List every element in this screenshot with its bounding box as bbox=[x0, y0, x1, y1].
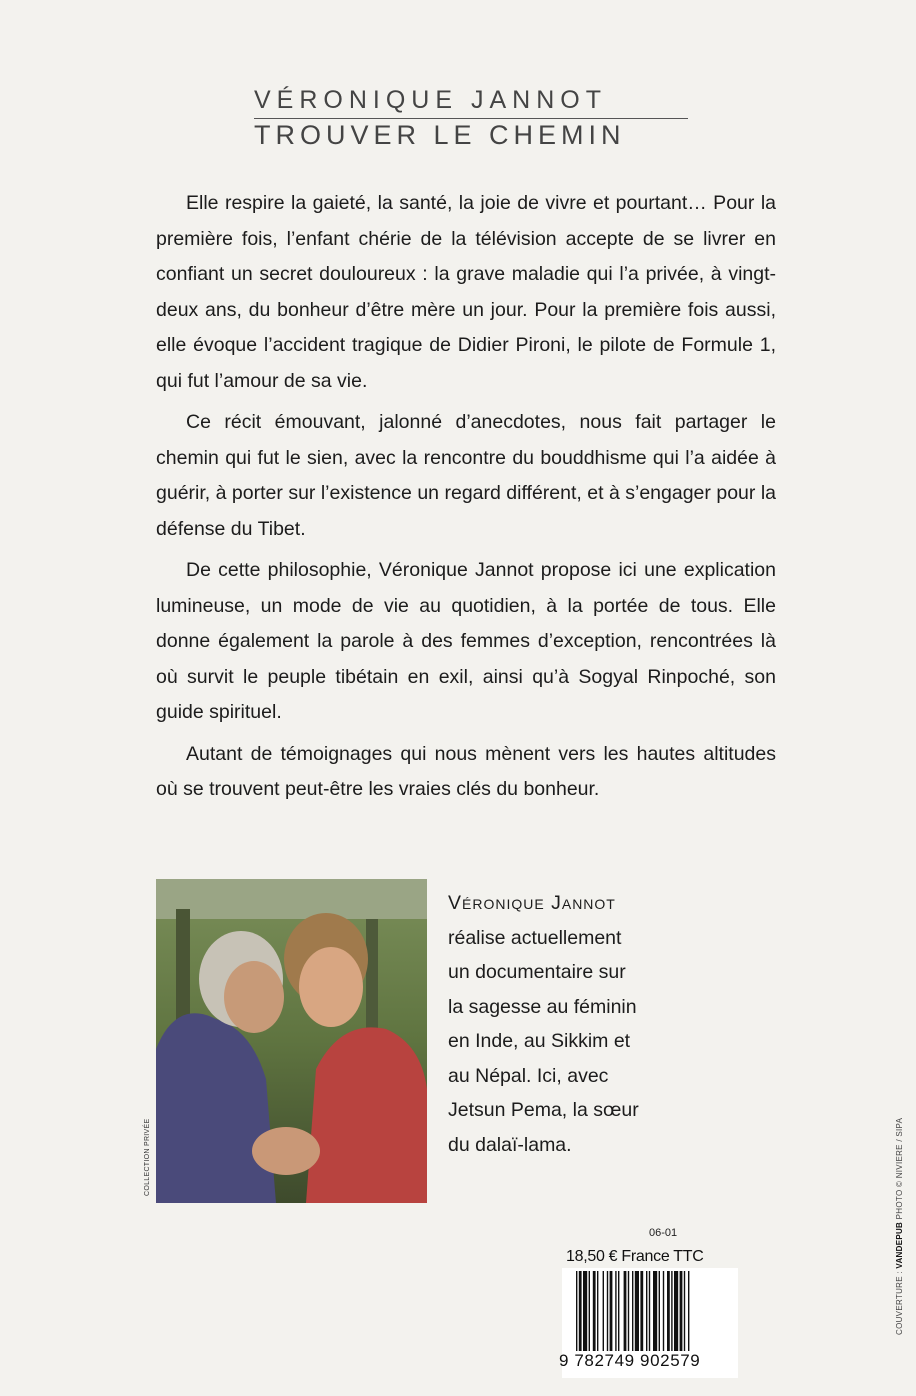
barcode-stripe bbox=[628, 1271, 629, 1351]
blurb-paragraph: De cette philosophie, Véronique Jannot propose ici une explication lumineuse, un mode de vie au quotidien, à la portée de tous. Elle donne également la parole à des femmes d’exception, rencontrées là où survit le peuple tibétain en exil, ainsi qu’à Sogyal Rinpoché, son guide spirituel. bbox=[156, 559, 776, 723]
barcode-stripe bbox=[663, 1271, 664, 1351]
caption-line: la sagesse au féminin bbox=[448, 995, 637, 1018]
caption-line: réalise actuellement bbox=[448, 926, 622, 949]
blurb-paragraph: Ce récit émouvant, jalonné d’anecdotes, nous fait partager le chemin qui fut le sien, avec la rencontre du bouddhisme qui l’a aidée à guérir, à porter sur l’existence un regard différent, et à s’engager pour la défense du Tibet. bbox=[156, 411, 776, 540]
barcode-stripe bbox=[674, 1271, 678, 1351]
caption-line: au Népal. Ici, avec bbox=[448, 1064, 609, 1087]
barcode-stripe bbox=[603, 1271, 604, 1351]
photo-credit: COLLECTION PRIVÉE bbox=[144, 1118, 151, 1196]
cover-credit bbox=[895, 1118, 904, 1335]
barcode-stripe bbox=[593, 1271, 596, 1351]
price-label: 18,50 € France TTC bbox=[566, 1248, 704, 1265]
barcode-stripe bbox=[646, 1271, 647, 1351]
barcode-stripe bbox=[607, 1271, 608, 1351]
barcode-stripe bbox=[610, 1271, 613, 1351]
barcode-stripe bbox=[688, 1271, 689, 1351]
barcode-stripe bbox=[680, 1271, 683, 1351]
barcode-stripe bbox=[684, 1271, 685, 1351]
barcode-stripe bbox=[667, 1271, 670, 1351]
cover-credit-photo: PHOTO © NIVIERE / SIPA bbox=[895, 1117, 904, 1220]
barcode-stripe bbox=[624, 1271, 627, 1351]
caption-author-name: Véronique Jannot bbox=[448, 892, 616, 914]
photo-illustration bbox=[156, 879, 427, 1203]
caption-line: Jetsun Pema, la sœur bbox=[448, 1099, 639, 1121]
barcode-stripe bbox=[653, 1271, 657, 1351]
caption-line: un documentaire sur bbox=[448, 961, 626, 983]
barcode-stripe bbox=[649, 1271, 650, 1351]
cover-credit-brand: VANDEPUB bbox=[895, 1221, 904, 1269]
blurb bbox=[156, 186, 776, 808]
barcode-stripe bbox=[597, 1271, 598, 1351]
author-photo bbox=[156, 879, 427, 1203]
photo-caption bbox=[448, 886, 688, 1162]
barcode-stripe bbox=[576, 1271, 577, 1351]
barcode-stripe bbox=[583, 1271, 587, 1351]
blurb-paragraph: Autant de témoignages qui nous mènent vers les hautes altitudes où se trouvent peut-être les vraies clés du bonheur. bbox=[156, 742, 776, 800]
caption-line: du dalaï-lama. bbox=[448, 1133, 572, 1156]
book-title: TROUVER LE CHEMIN bbox=[254, 120, 626, 150]
isbn-number: 9 782749 902579 bbox=[559, 1351, 701, 1370]
blurb-paragraph: Elle respire la gaieté, la santé, la joie de vivre et pourtant… Pour la première fois, l’enfant chérie de la télévision accepte de se livrer en confiant un secret douloureux : la grave maladie qui l’a privée, à vingt-deux ans, du bonheur d’être mère un jour. Pour la première fois aussi, elle évoque l’accident tragique de Didier Pironi, le pilote de Formule 1, qui fut l’amour de sa vie. bbox=[156, 192, 776, 392]
barcode-stripe bbox=[589, 1271, 590, 1351]
barcode-stripe bbox=[640, 1271, 643, 1351]
barcode-stripe bbox=[579, 1271, 582, 1351]
author-name: VÉRONIQUE JANNOT bbox=[254, 86, 688, 119]
barcode-stripe bbox=[671, 1271, 672, 1351]
barcode-stripe bbox=[659, 1271, 660, 1351]
caption-line: en Inde, au Sikkim et bbox=[448, 1030, 631, 1052]
barcode-stripe bbox=[618, 1271, 619, 1351]
cover-credit-label: COUVERTURE : bbox=[895, 1271, 904, 1335]
barcode-bars bbox=[576, 1271, 726, 1353]
barcode-stripe bbox=[632, 1271, 633, 1351]
barcode-stripe bbox=[615, 1271, 616, 1351]
edition-code: 06-01 bbox=[649, 1227, 678, 1239]
barcode-stripe bbox=[635, 1271, 639, 1351]
